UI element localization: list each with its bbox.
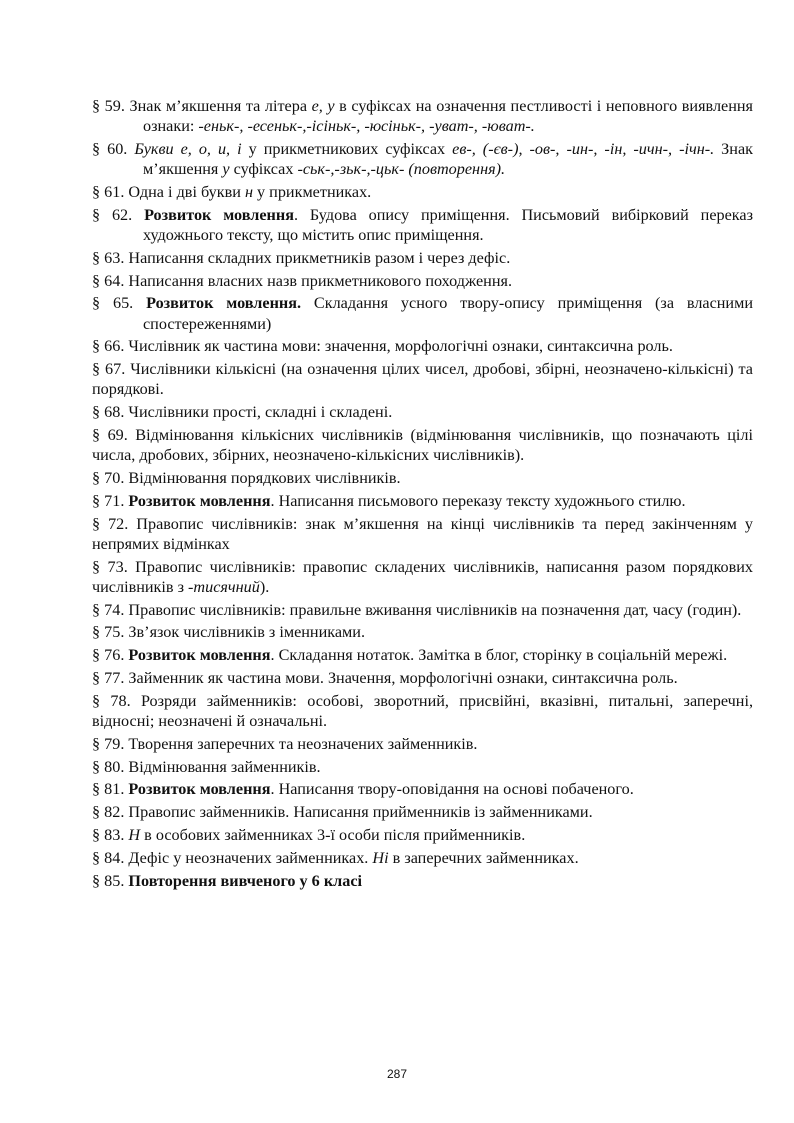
- entry-text: § 68. Числівники прості, складні і складені.: [92, 403, 393, 422]
- page-number: 287: [386, 1067, 408, 1081]
- bold-text: Розвиток мовлення: [128, 646, 271, 665]
- entry-text: § 77. Займенник як частина мови. Значення, морфологічні ознаки, синтаксична роль.: [92, 668, 678, 687]
- entry-text: § 74. Правопис числівників: правильне вживання числівників на позначення дат, часу (годин).: [92, 600, 742, 619]
- entry-text: § 76.: [92, 646, 129, 665]
- entry-text: § 81.: [92, 780, 129, 799]
- entry-text: у прикметниках.: [252, 183, 372, 201]
- entry-text: § 82. Правопис займенників. Написання прийменників із займенниками.: [92, 803, 593, 822]
- entry-text: § 67. Числівники кількісні (на означення цілих чисел, дробові, збірні, неозначено-кількісні) та порядкові.: [92, 360, 753, 399]
- bold-text: Розвиток мовлення: [144, 205, 294, 224]
- entry-text: . Будова опису приміщення. Письмовий вибірковий переказ художнього тексту, що містить опис приміщення.: [143, 205, 753, 244]
- entry-text: Складання усного твору-опису приміщення (за власними спостереженнями): [143, 294, 753, 333]
- curriculum-entry: [92, 848, 753, 868]
- entry-text: § 79. Творення заперечних та неозначених займенників.: [92, 734, 478, 753]
- entry-text: § 62.: [92, 205, 145, 224]
- document-page: [92, 96, 753, 893]
- entry-text: § 75. Зв’язок числівників з іменниками.: [92, 623, 366, 642]
- italic-text: Ні: [372, 848, 389, 867]
- italic-text: Н: [128, 825, 141, 844]
- entry-text: § 72. Правопис числівників: знак м’якшення на кінці числівників та перед закінченням у непрямих відмінках: [92, 514, 753, 553]
- entry-text: в особових займенниках 3-ї особи після прийменників.: [140, 825, 526, 844]
- italic-text: у: [222, 160, 230, 179]
- curriculum-entry: [92, 271, 753, 291]
- curriculum-entry: [92, 802, 753, 822]
- entry-text: § 60.: [92, 140, 135, 158]
- curriculum-entry: [92, 359, 753, 399]
- curriculum-entry: [92, 182, 753, 202]
- entry-text: § 64. Написання власних назв прикметникового походження.: [92, 271, 512, 290]
- curriculum-entry: [92, 825, 753, 845]
- curriculum-entry: [92, 779, 753, 799]
- entry-text: § 78. Розряди займенників: особові, зворотний, присвійні, вказівні, питальні, заперечні, відносні; неозначені й означальні.: [92, 691, 753, 730]
- bold-text: Розвиток мовлення: [128, 780, 271, 799]
- entry-text: в суфіксах на означення пестливості і неповного виявлення ознаки:: [143, 97, 753, 136]
- entry-text: § 83.: [92, 825, 129, 844]
- italic-text: н: [244, 183, 253, 201]
- italic-text: е, у: [311, 97, 335, 115]
- bold-text: Розвиток мовлення: [128, 491, 271, 510]
- curriculum-entry: [92, 668, 753, 688]
- entry-text: § 61. Одна і дві букви: [92, 183, 245, 201]
- italic-text: ев-, (-єв-), -ов-, -ин-, -ін, -ичн-, -ічн-.: [452, 140, 715, 158]
- entry-text: § 66. Числівник як частина мови: значення, морфологічні ознаки, синтаксична роль.: [92, 337, 673, 356]
- entry-text: § 65.: [92, 294, 147, 313]
- curriculum-entry: [92, 871, 753, 891]
- bold-text: Повторення вивченого у 6 класі: [128, 871, 363, 890]
- entry-text: § 73. Правопис числівників: правопис складених числівників, написання разом порядкових числівників з -: [92, 557, 753, 596]
- entry-text: в заперечних займенниках.: [388, 848, 579, 867]
- curriculum-entry: [92, 691, 753, 731]
- entry-text: § 85.: [92, 871, 129, 890]
- curriculum-entry: [92, 248, 753, 268]
- entry-text: . Написання твору-оповідання на основі побаченого.: [270, 780, 634, 799]
- curriculum-entry: [92, 514, 753, 554]
- curriculum-entry: [92, 96, 753, 136]
- entry-text: § 70. Відмінювання порядкових числівників.: [92, 468, 401, 487]
- curriculum-entry: [92, 468, 753, 488]
- curriculum-entry: [92, 491, 753, 511]
- italic-text: -еньк-, -есеньк-,-ісіньк-, -юсіньк-, -уват-, -юват-.: [198, 117, 535, 136]
- entry-text: § 69. Відмінювання кількісних числівників (відмінювання числівників, що позначають цілі числа, дробових, збірних, неозначено-кількісних числівників).: [92, 425, 753, 465]
- entry-text: Знак м’якшення: [143, 140, 754, 179]
- entry-text: § 59. Знак м’якшення та літера: [92, 97, 312, 115]
- curriculum-entry: [92, 757, 753, 777]
- curriculum-entry: [92, 557, 753, 597]
- curriculum-entry: [92, 205, 753, 245]
- entry-text: § 63. Написання складних прикметників разом і через дефіс.: [92, 248, 511, 267]
- curriculum-entry: [92, 622, 753, 642]
- curriculum-entry: [92, 600, 753, 620]
- entry-text: суфіксах: [229, 160, 298, 179]
- entry-text: . Написання письмового переказу тексту художнього стилю.: [270, 491, 686, 510]
- entry-text: . Складання нотаток. Замітка в блог, сторінку в соціальній мережі.: [270, 646, 728, 665]
- entry-text: § 80. Відмінювання займенників.: [92, 757, 321, 776]
- entry-text: ).: [259, 577, 270, 596]
- entry-text: § 84. Дефіс у неозначених займенниках.: [92, 848, 373, 867]
- curriculum-entry: [92, 139, 753, 179]
- curriculum-entry: [92, 336, 753, 356]
- curriculum-entry-list: [92, 96, 753, 891]
- curriculum-entry: [92, 645, 753, 665]
- bold-text: Розвиток мовлення.: [146, 294, 302, 313]
- curriculum-entry: [92, 402, 753, 422]
- curriculum-entry: [92, 293, 753, 333]
- entry-text: § 71.: [92, 491, 129, 510]
- curriculum-entry: [92, 425, 753, 465]
- italic-text: -ськ-,-зьк-,-цьк- (повторення).: [297, 160, 506, 179]
- italic-text: тисячний: [193, 577, 260, 596]
- italic-text: Букви е, о, и, і: [134, 140, 242, 158]
- curriculum-entry: [92, 734, 753, 754]
- entry-text: у прикметникових суфіксах: [241, 140, 453, 158]
